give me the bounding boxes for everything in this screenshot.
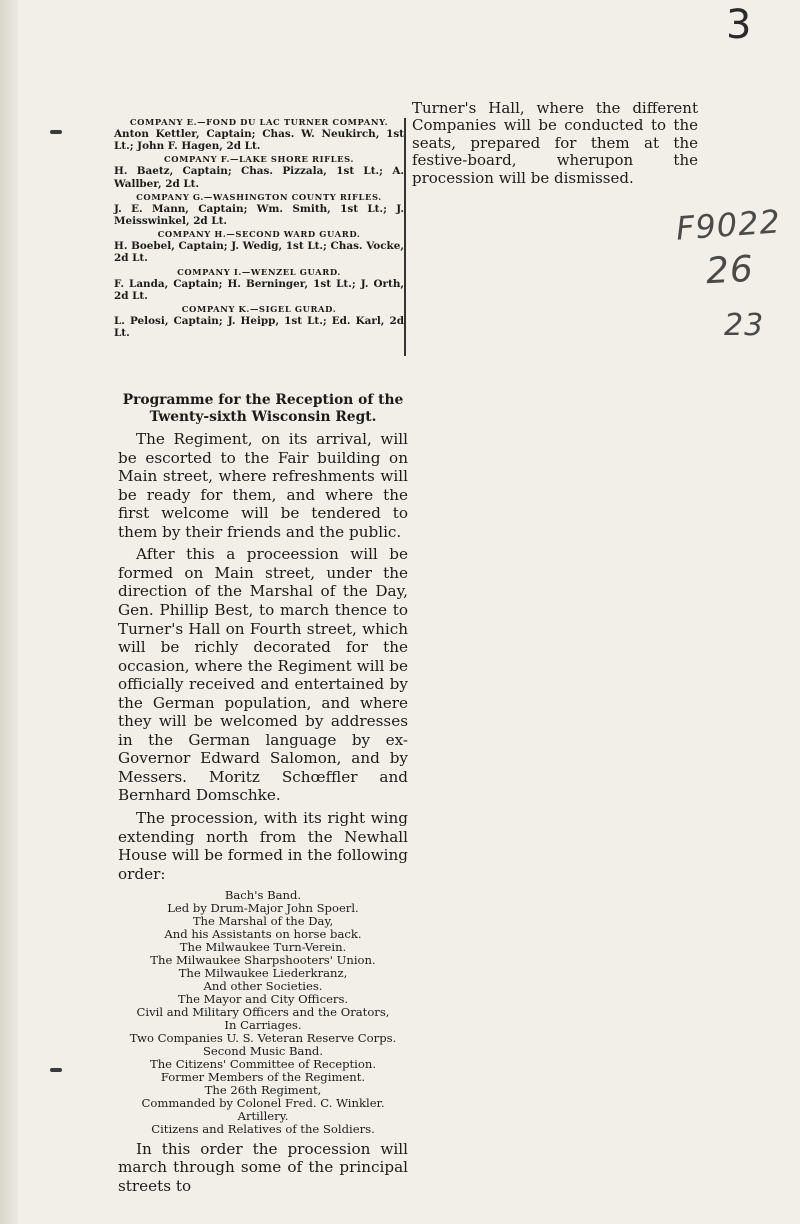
company-entry [114, 155, 404, 189]
handwritten-note: F9022 [674, 202, 783, 248]
company-heading: COMPANY H.—SECOND WARD GUARD. [157, 229, 361, 240]
article-paragraph: The Regiment, on its arrival, will be escorted to the Fair building on Main street, where refreshments will be ready for them, and where the first welcome will be tendered to them by their friends and the public. [118, 430, 408, 541]
continued-paragraph: Turner's Hall, where the different Companies will be conducted to the seats, prepared for them at the festive-board, wherupon the procession will be dismissed. [412, 99, 698, 187]
companies-list [114, 118, 404, 358]
procession-order [118, 889, 408, 1136]
order-item: And other Societies. [203, 979, 323, 994]
order-item: Bach's Band. [224, 888, 302, 903]
company-officers: Anton Kettler, Captain; Chas. W. Neukirch, 1st Lt.; John F. Hagen, 2d Lt. [114, 127, 404, 153]
order-item: The Milwaukee Liederkranz, [178, 966, 348, 981]
scan-mark [50, 130, 62, 134]
company-entry [114, 305, 404, 339]
order-item: The Milwaukee Turn-Verein. [179, 940, 347, 955]
closing-paragraph: In this order the procession will march through some of the principal streets to [118, 1139, 408, 1196]
scan-mark [50, 1068, 62, 1072]
order-item: Led by Drum-Major John Spoerl. [167, 901, 359, 916]
order-item: The Milwaukee Sharpshooters' Union. [150, 953, 376, 968]
article-title [118, 392, 408, 425]
article-title-line: Programme for the Reception of the [122, 392, 404, 408]
order-item: Second Music Band. [202, 1044, 324, 1059]
order-item: The 26th Regiment, [204, 1082, 322, 1097]
company-entry [114, 268, 404, 302]
company-entry [114, 230, 404, 264]
column-rule [404, 118, 406, 356]
scan-edge [0, 0, 18, 1224]
order-item: The Mayor and City Officers. [177, 992, 349, 1007]
company-entry [114, 193, 404, 227]
article-paragraph: The procession, with its right wing extending north from the Newhall House will be formed in the following order: [118, 809, 408, 883]
company-officers: H. Baetz, Captain; Chas. Pizzala, 1st Lt.; A. Wallber, 2d Lt. [114, 165, 404, 190]
company-entry [114, 118, 404, 152]
order-item: Citizens and Relatives of the Soldiers. [151, 1121, 375, 1136]
order-item: Civil and Military Officers and the Orators, [136, 1005, 390, 1020]
company-officers: J. E. Mann, Captain; Wm. Smith, 1st Lt.; J. Meisswinkel, 2d Lt. [114, 202, 404, 228]
article-paragraph: After this a proceession will be formed on Main street, under the direction of the Marshal of the Day, Gen. Phillip Best, to march thence to Turner's Hall on Fourth street, which will be richly decorated for the occasion, where the Regiment will be officially received and entertained by the German population, and where they will be welcomed by addresses in the German language by ex-Governor Edward Salomon, and by Messers. Moritz Schœffler and Bernhard Domschke. [118, 545, 408, 805]
order-item: Two Companies U. S. Veteran Reserve Corps. [129, 1031, 397, 1046]
company-heading: COMPANY F.—LAKE SHORE RIFLES. [163, 154, 354, 165]
company-officers: F. Landa, Captain; H. Berninger, 1st Lt.; J. Orth, 2d Lt. [114, 277, 404, 302]
order-item: Commanded by Colonel Fred. C. Winkler. [141, 1095, 385, 1110]
order-item: The Citizens' Committee of Reception. [149, 1057, 377, 1072]
company-officers: L. Pelosi, Captain; J. Heipp, 1st Lt.; Ed. Karl, 2d Lt. [114, 315, 404, 340]
order-item: Former Members of the Regiment. [160, 1070, 366, 1084]
order-item: And his Assistants on horse back. [164, 927, 362, 942]
handwritten-note: 26 [704, 248, 755, 293]
company-heading: COMPANY G.—WASHINGTON COUNTY RIFLES. [136, 191, 382, 202]
page-number: 3 [726, 2, 752, 48]
company-heading: COMPANY K.—SIGEL GURAD. [181, 304, 337, 315]
order-item: The Marshal of the Day, [192, 914, 334, 929]
handwritten-note: 23 [724, 308, 765, 343]
company-heading: COMPANY E.—FOND DU LAC TURNER COMPANY. [129, 117, 389, 127]
order-item: In Carriages. [224, 1018, 302, 1033]
company-officers: H. Boebel, Captain; J. Wedig, 1st Lt.; Chas. Vocke, 2d Lt. [114, 240, 404, 265]
article-title-line: Twenty-sixth Wisconsin Regt. [149, 408, 377, 425]
order-item: Artillery. [237, 1108, 289, 1123]
company-heading: COMPANY I.—WENZEL GUARD. [177, 266, 341, 277]
reception-article [118, 392, 408, 1196]
